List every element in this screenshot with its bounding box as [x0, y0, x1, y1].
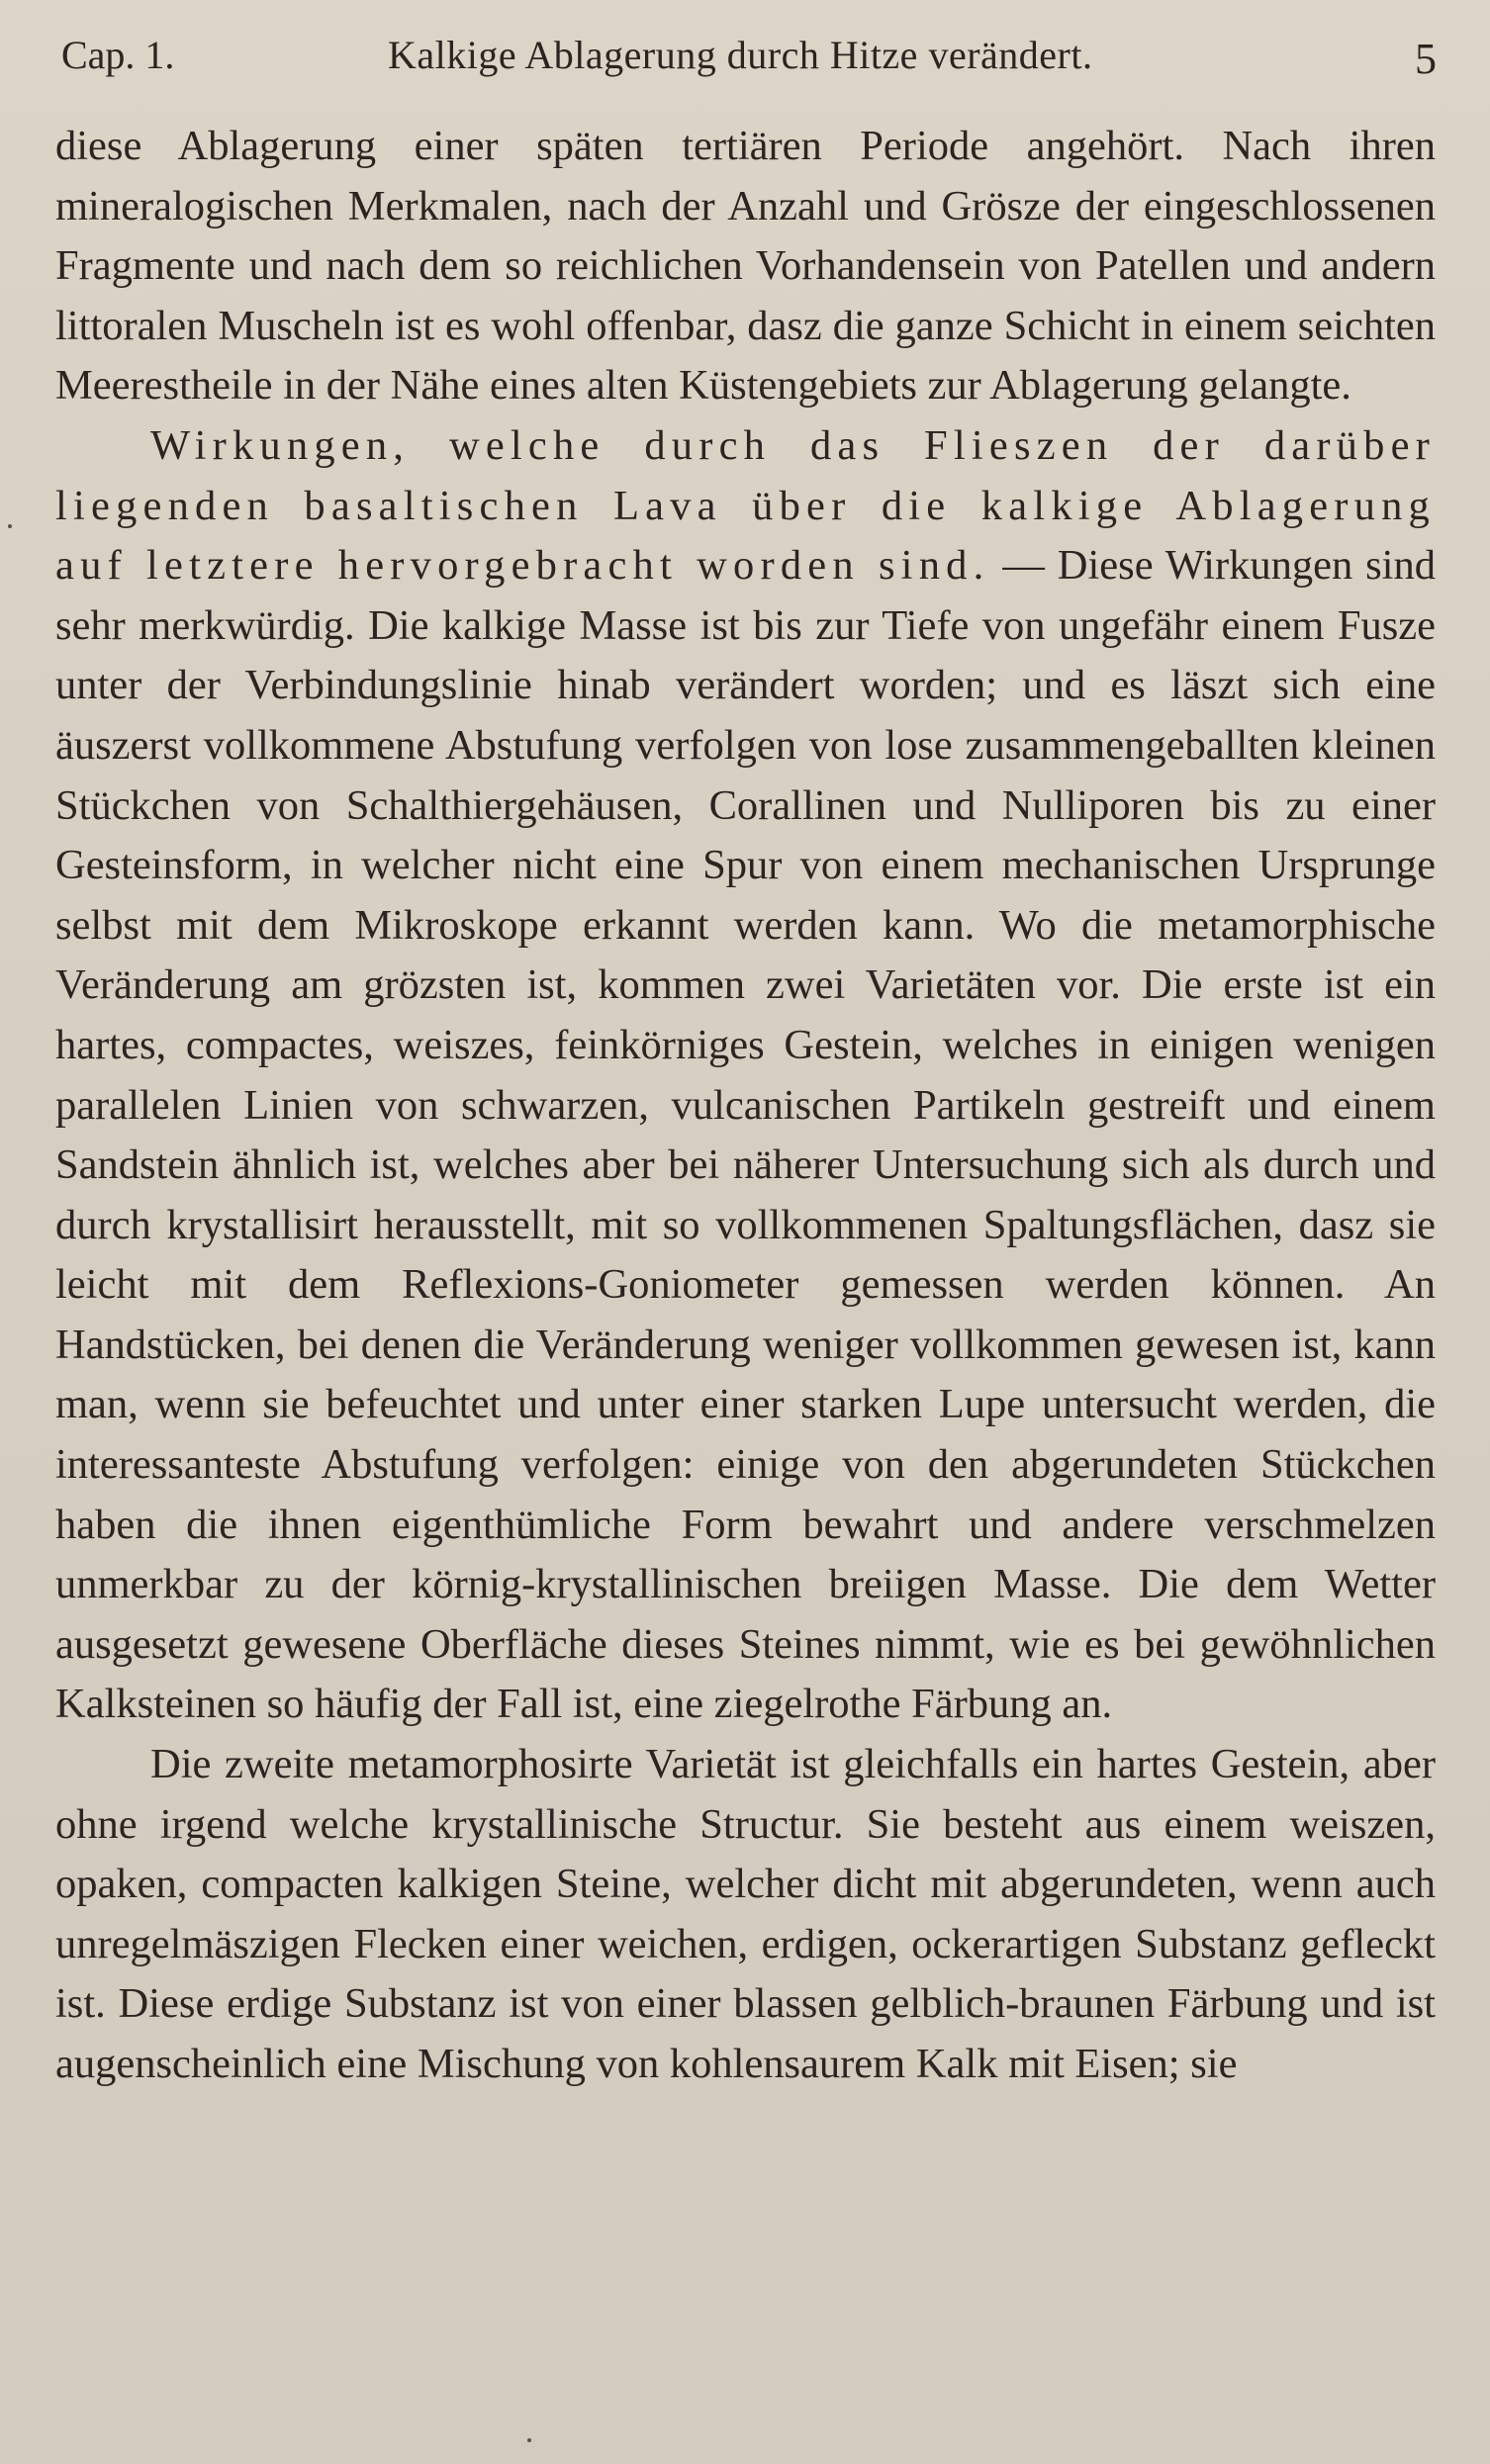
chapter-label: Cap. 1. — [61, 33, 175, 77]
paragraph-1: diese Ablagerung einer späten tertiären Periode angehört. Nach ihren mineralogischen Merkmalen, nach der Anzahl und Grösze der eingeschlossenen Fragmente und nach dem so reichlichen Vorhandensein von Patellen und andern littoralen Muscheln ist es wohl offenbar, dasz die ganze Schicht in einem seichten Meerestheile in der Nähe eines alten Küstengebiets zur Ablagerung gelangte. — [55, 123, 1436, 410]
paper-speck — [8, 524, 12, 528]
section-heading: Wirkungen, welche durch das Flieszen der darüber liegenden basaltischen Lava über die kalkige Ablagerung auf letztere hervorgebracht worden sind. — [55, 421, 1436, 590]
page-body — [55, 117, 1436, 2095]
paper-speck — [527, 2438, 531, 2442]
page-number: 5 — [1415, 35, 1437, 83]
paragraph-3: Die zweite metamorphosirte Varietät ist gleichfalls ein hartes Gestein, aber ohne irgend welche krystallinische Structur. Sie besteht aus einem weiszen, opaken, compacten kalkigen Steine, welcher dicht mit abgerundeten, wenn auch unregelmäszigen Flecken einer weichen, erdigen, ockerartigen Substanz gefleckt ist. Diese erdige Substanz ist von einer blassen gelblich-braunen Färbung und ist augenscheinlich eine Mischung von kohlensaurem Kalk mit Eisen; sie — [55, 1741, 1436, 2087]
running-title: Kalkige Ablagerung durch Hitze verändert. — [388, 33, 1093, 77]
paragraph-2 — [55, 416, 1436, 1735]
running-header — [61, 26, 1437, 85]
paragraph-2-text: — Diese Wirkungen sind sehr merkwürdig. Die kalkige Masse ist bis zur Tiefe von ungefähr einem Fusze unter der Verbindungslinie hinab verändert worden; und es läszt sich eine äuszerst vollkommene Abstufung verfolgen von lose zusammengeballten kleinen Stückchen von Schalthiergehäusen, Corallinen und Nulliporen bis zu einer Gesteinsform, in welcher nicht eine Spur von einem mechanischen Ursprunge selbst mit dem Mikroskope erkannt werden kann. Wo die metamorphische Veränderung am grözsten ist, kommen zwei Varietäten vor. Die erste ist ein hartes, compactes, weiszes, feinkörniges Gestein, welches in einigen wenigen parallelen Linien von schwarzen, vulcanischen Partikeln gestreift und einem Sandstein ähnlich ist, welches aber bei näherer Untersuchung sich als durch und durch krystallisirt herausstellt, mit so vollkommenen Spaltungsflächen, dasz sie leicht mit dem Reflexions-Goniometer gemessen werden können. An Handstücken, bei denen die Veränderung weniger vollkommen gewesen ist, kann man, wenn sie befeuchtet und unter einer starken Lupe untersucht werden, die interessanteste Abstufung verfolgen: einige von den abgerundeten Stückchen haben die ihnen eigenthümliche Form bewahrt und andere verschmelzen unmerkbar zu der körnig-krystallinischen breiigen Masse. Die dem Wetter ausgesetzt gewesene Oberfläche dieses Steines nimmt, wie es bei gewöhnlichen Kalksteinen so häufig der Fall ist, eine ziegelrothe Färbung an. — [55, 542, 1436, 1728]
